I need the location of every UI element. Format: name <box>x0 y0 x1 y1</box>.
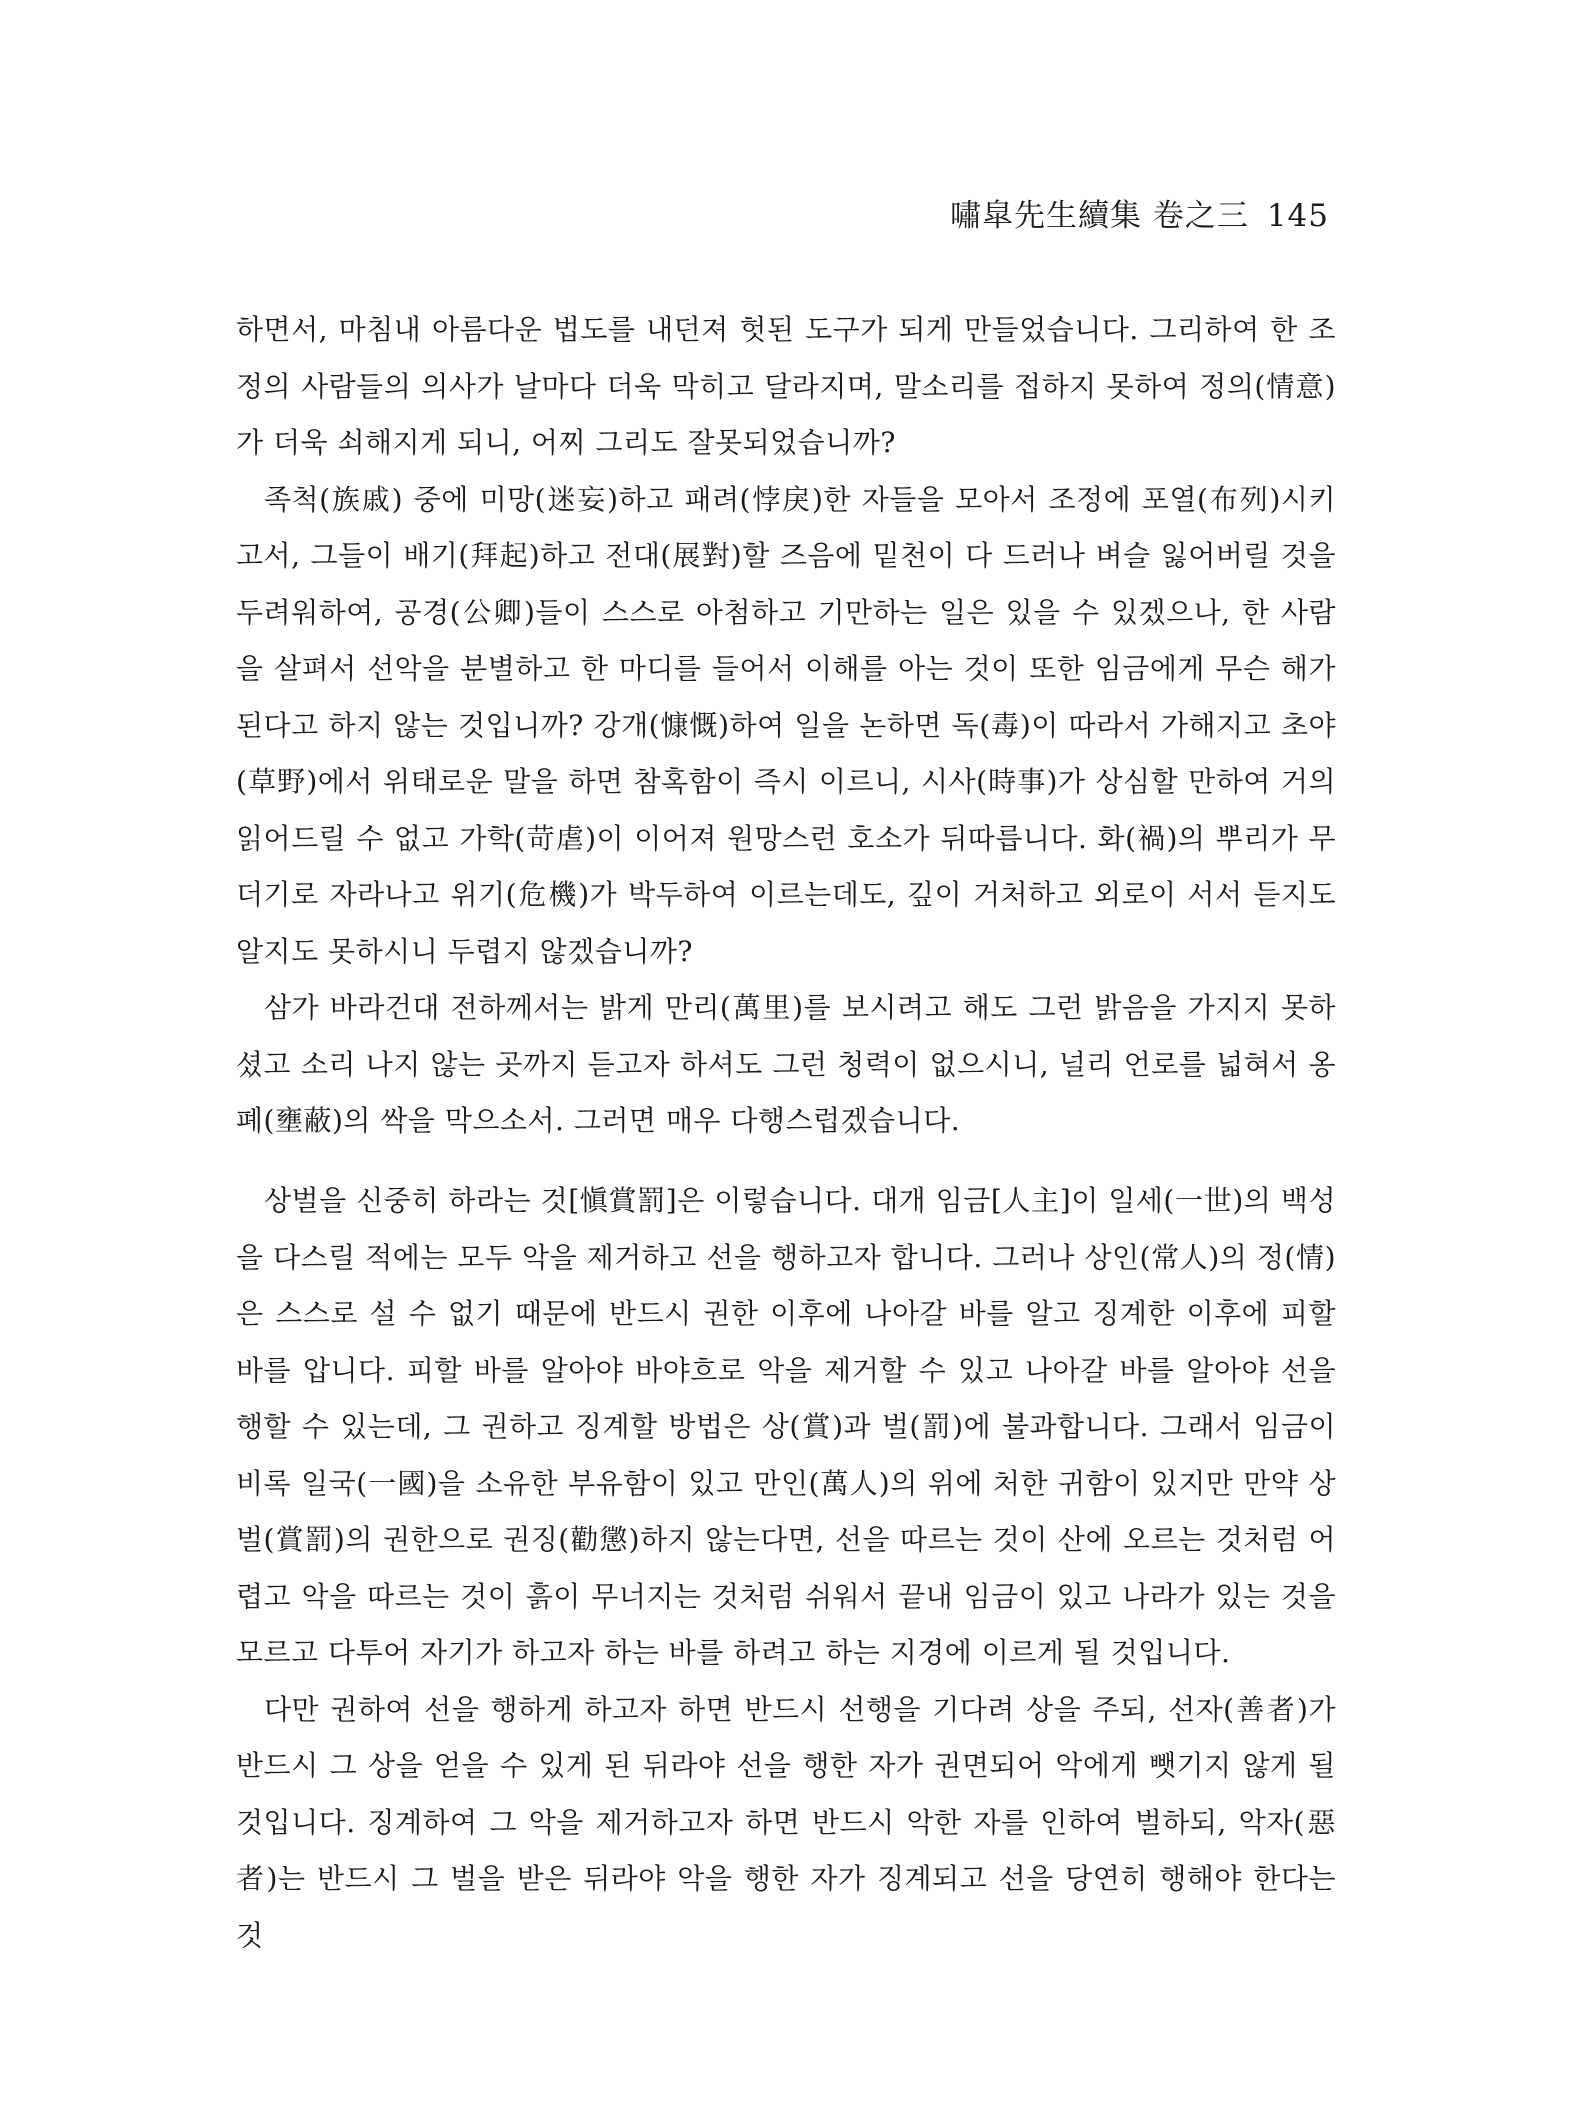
paragraph: 하면서, 마침내 아름다운 법도를 내던져 헛된 도구가 되게 만들었습니다. 그리하여 한 조정의 사람들의 의사가 날마다 더욱 막히고 달라지며, 말소리를 접하지 못하여 정의(情意)가 더욱 쇠해지게 되니, 어찌 그리도 잘못되었습니까? <box>236 313 1336 459</box>
paragraph: 족척(族戚) 중에 미망(迷妄)하고 패려(悖戾)한 자들을 모아서 조정에 포열(布列)시키고서, 그들이 배기(拜起)하고 전대(展對)할 즈음에 밑천이 다 드러나 벼슬 잃어버릴 것을 두려워하여, 공경(公卿)들이 스스로 아첨하고 기만하는 일은 있을 수 있겠으나, 한 사람을 살펴서 선악을 분별하고 한 마디를 들어서 이해를 아는 것이 또한 임금에게 무슨 해가 된다고 하지 않는 것입니까? 강개(慷慨)하여 일을 논하면 독(毒)이 따라서 가해지고 초야(草野)에서 위태로운 말을 하면 참혹함이 즉시 이르니, 시사(時事)가 상심할 만하여 거의 읽어드릴 수 없고 가학(苛虐)이 이어져 원망스런 호소가 뒤따릅니다. 화(禍)의 뿌리가 무더기로 자라나고 위기(危機)가 박두하여 이르는데도, 깊이 거처하고 외로이 서서 듣지도 알지도 못하시니 두렵지 않겠습니까? <box>236 482 1336 968</box>
paragraph: 다만 권하여 선을 행하게 하고자 하면 반드시 선행을 기다려 상을 주되, 선자(善者)가 반드시 그 상을 얻을 수 있게 된 뒤라야 선을 행한 자가 권면되어 악에게 뺏기지 않게 될 것입니다. 징계하여 그 악을 제거하고자 하면 반드시 악한 자를 인하여 벌하되, 악자(惡者)는 반드시 그 벌을 받은 뒤라야 악을 행한 자가 징계되고 선을 당연히 행해야 한다는 것 <box>236 1692 1336 1952</box>
paragraph: 삼가 바라건대 전하께서는 밝게 만리(萬里)를 보시려고 해도 그런 밝음을 가지지 못하셨고 소리 나지 않는 곳까지 듣고자 하셔도 그런 청력이 없으시니, 널리 언로를 넓혀서 옹폐(壅蔽)의 싹을 막으소서. 그러면 매우 다행스럽겠습니다. <box>236 991 1336 1137</box>
book-title: 嘯皐先生續集 卷之三 <box>949 198 1249 234</box>
paragraph: 상벌을 신중히 하라는 것[愼賞罰]은 이렇습니다. 대개 임금[人主]이 일세(一世)의 백성을 다스릴 적에는 모두 악을 제거하고 선을 행하고자 합니다. 그러나 상인(常人)의 정(情)은 스스로 설 수 없기 때문에 반드시 권한 이후에 나아갈 바를 알고 징계한 이후에 피할 바를 압니다. 피할 바를 알아야 바야흐로 악을 제거할 수 있고 나아갈 바를 알아야 선을 행할 수 있는데, 그 권하고 징계할 방법은 상(賞)과 벌(罰)에 불과합니다. 그래서 임금이 비록 일국(一國)을 소유한 부유함이 있고 만인(萬人)의 위에 처한 귀함이 있지만 만약 상벌(賞罰)의 권한으로 권징(勸懲)하지 않는다면, 선을 따르는 것이 산에 오르는 것처럼 어렵고 악을 따르는 것이 흙이 무너지는 것처럼 쉬워서 끝내 임금이 있고 나라가 있는 것을 모르고 다투어 자기가 하고자 하는 바를 하려고 하는 지경에 이르게 될 것입니다. <box>236 1184 1336 1669</box>
text-section-1 <box>236 302 1336 1150</box>
text-section-2 <box>236 1173 1336 1964</box>
page-number: 145 <box>1266 198 1329 234</box>
running-header <box>950 190 1329 235</box>
